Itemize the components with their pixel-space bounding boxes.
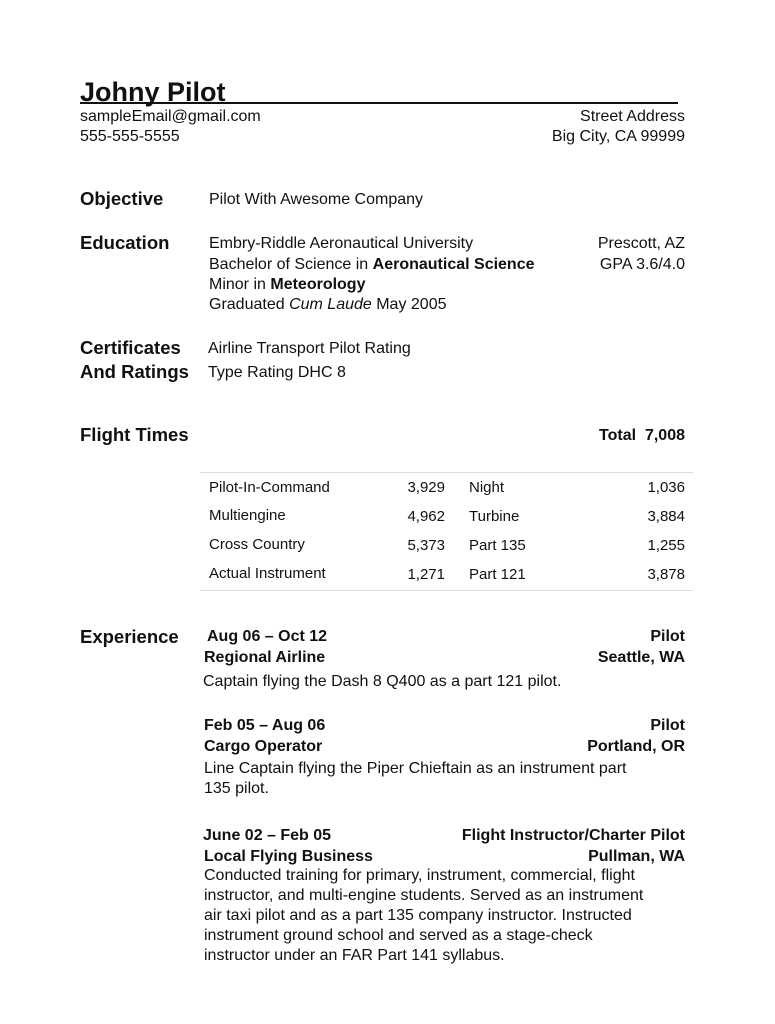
minor-subject: Meteorology — [270, 276, 366, 293]
table-cell-value: 3,878 — [647, 566, 685, 583]
job-dates: Aug 06 – Oct 12 — [207, 628, 328, 645]
job-employer: Cargo Operator — [204, 738, 323, 755]
table-cell-label: Pilot-In-Command — [209, 479, 330, 496]
objective-heading: Objective — [80, 188, 164, 209]
job-employer: Regional Airline — [204, 649, 326, 666]
table-top-rule — [200, 472, 693, 473]
street-address: Street Address — [580, 108, 685, 125]
grad-prefix: Graduated — [209, 296, 290, 313]
job-description-line: instrument ground school and served as a stage-check — [204, 927, 593, 944]
table-bottom-rule — [200, 590, 693, 591]
job-title: Pilot — [650, 628, 685, 645]
header-rule — [80, 102, 678, 104]
job-location: Pullman, WA — [588, 848, 685, 865]
education-gpa: GPA 3.6/4.0 — [599, 256, 685, 273]
job-title: Flight Instructor/Charter Pilot — [461, 827, 685, 844]
flight-times-heading: Flight Times — [80, 424, 189, 445]
certificates-heading-line2: And Ratings — [80, 361, 189, 382]
education-school: Embry-Riddle Aeronautical University — [209, 235, 474, 252]
table-cell-value: 1,271 — [407, 566, 445, 583]
education-heading: Education — [80, 232, 170, 253]
grad-suffix: May 2005 — [371, 296, 447, 313]
table-cell-value: 3,884 — [647, 508, 685, 525]
job-dates: Feb 05 – Aug 06 — [204, 717, 326, 734]
education-graduation — [209, 295, 447, 315]
total-label: Total — [599, 427, 637, 444]
table-cell-label: Turbine — [469, 508, 520, 525]
degree-major: Aeronautical Science — [372, 256, 535, 273]
experience-heading: Experience — [80, 626, 179, 647]
education-location: Prescott, AZ — [597, 235, 685, 252]
job-description-line: Conducted training for primary, instrument, commercial, flight — [204, 867, 635, 884]
table-cell-label: Multiengine — [209, 507, 286, 524]
table-cell-value: 3,929 — [407, 479, 445, 496]
phone-text: 555-555-5555 — [80, 128, 180, 145]
table-cell-label: Night — [469, 479, 505, 496]
job-description-line: instructor under an FAR Part 141 syllabus. — [204, 947, 505, 964]
certificate-item: Airline Transport Pilot Rating — [208, 340, 411, 357]
table-cell-label: Actual Instrument — [209, 565, 326, 582]
job-location: Seattle, WA — [597, 649, 685, 666]
resume-name: Johny Pilot — [80, 77, 226, 107]
job-title: Pilot — [650, 717, 685, 734]
table-cell-value: 4,962 — [407, 508, 445, 525]
minor-prefix: Minor in — [209, 276, 271, 293]
job-description-line: air taxi pilot and as a part 135 company instructor. Instructed — [204, 907, 632, 924]
table-cell-label: Cross Country — [209, 536, 305, 553]
table-cell-value: 1,036 — [647, 479, 685, 496]
table-cell-label: Part 121 — [469, 566, 526, 583]
job-description-line: 135 pilot. — [204, 780, 269, 797]
education-degree — [209, 255, 535, 275]
table-cell-value: 1,255 — [647, 537, 685, 554]
city-state-zip: Big City, CA 99999 — [551, 128, 685, 145]
job-description-line: instructor, and multi-engine students. Served as an instrument — [204, 887, 644, 904]
total-value: 7,008 — [644, 427, 685, 444]
education-minor — [209, 275, 365, 295]
degree-prefix: Bachelor of Science in — [209, 256, 373, 273]
table-cell-value: 5,373 — [407, 537, 445, 554]
job-description-line: Captain flying the Dash 8 Q400 as a part 121 pilot. — [203, 673, 562, 690]
job-location: Portland, OR — [587, 738, 685, 755]
certificate-item: Type Rating DHC 8 — [208, 364, 346, 381]
job-employer: Local Flying Business — [204, 848, 373, 865]
job-description-line: Line Captain flying the Piper Chieftain as an instrument part — [204, 760, 627, 777]
table-cell-label: Part 135 — [469, 537, 526, 554]
grad-honor: Cum Laude — [289, 296, 372, 313]
certificates-heading-line1: Certificates — [80, 337, 181, 358]
job-dates: June 02 – Feb 05 — [203, 827, 332, 844]
email-text: sampleEmail@gmail.com — [80, 108, 261, 125]
flight-times-total — [599, 426, 685, 446]
objective-text: Pilot With Awesome Company — [209, 191, 424, 208]
